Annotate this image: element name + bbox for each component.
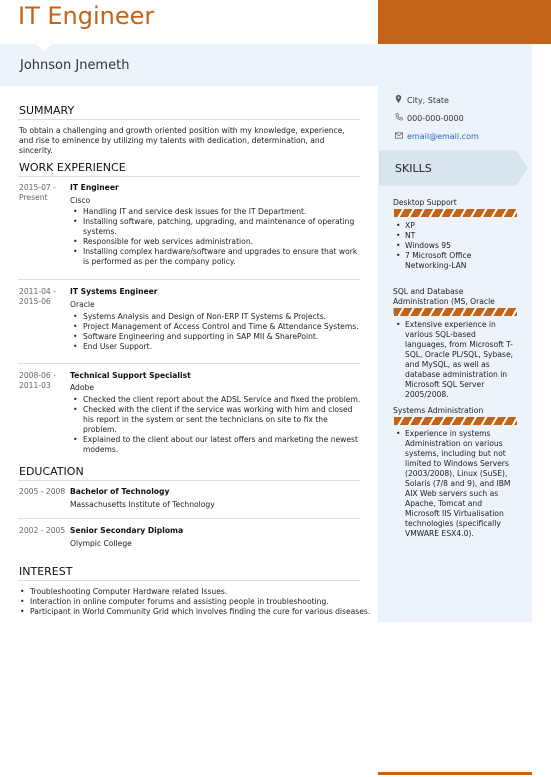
list-item: • End User Support. bbox=[72, 342, 362, 352]
skill-title: Systems Administration bbox=[393, 406, 484, 415]
resume-title: IT Engineer bbox=[18, 2, 155, 30]
experience-heading: WORK EXPERIENCE bbox=[19, 161, 126, 174]
school-name: Olympic College bbox=[70, 539, 132, 548]
contact-email[interactable] bbox=[395, 132, 479, 141]
list-item: • Participant in World Community Grid which involves finding the cure for various diseases. bbox=[19, 607, 364, 617]
job-duties bbox=[72, 312, 362, 352]
school-name: Massachusetts Institute of Technology bbox=[70, 500, 215, 509]
education-dates: 2005 - 2008 bbox=[19, 487, 66, 496]
list-item: • Handling IT and service desk issues for the IT Department. bbox=[72, 207, 362, 217]
list-item: • Software Engineering and supporting in SAP MII & SharePoint. bbox=[72, 332, 362, 342]
divider bbox=[18, 363, 360, 364]
skill-items bbox=[395, 221, 519, 271]
skill-level-bar bbox=[394, 308, 517, 316]
job-title: IT Systems Engineer bbox=[70, 287, 158, 296]
footer-accent-line bbox=[378, 772, 532, 775]
summary-text: To obtain a challenging and growth oriented position with my knowledge, experience, and rise to eminence by utilizing my talents with dedication, determination, and sincerity. bbox=[19, 126, 345, 155]
name-band-notch bbox=[36, 44, 52, 51]
job-company: Oracle bbox=[70, 300, 95, 309]
job-dates: 2008-06 - 2011-03 bbox=[19, 371, 56, 390]
list-item: • Interaction in online computer forums and assisting people in troubleshooting. bbox=[19, 597, 364, 607]
phone-text: 000-000-0000 bbox=[407, 114, 464, 123]
job-duties bbox=[72, 395, 362, 455]
list-item: • Responsible for web services administration. bbox=[72, 237, 362, 247]
interest-list bbox=[19, 587, 371, 617]
location-text: City, State bbox=[407, 96, 449, 105]
list-item: • Troubleshooting Computer Hardware related Issues. bbox=[19, 587, 364, 597]
candidate-name: Johnson Jnemeth bbox=[20, 58, 130, 73]
skill-title: Desktop Support bbox=[393, 198, 457, 207]
list-item: • Installing complex hardware/software and upgrades to ensure that work is performed as per the company policy. bbox=[72, 247, 362, 267]
list-item: • Project Management of Access Control and Time & Attendance Systems. bbox=[72, 322, 362, 332]
phone-icon bbox=[395, 113, 407, 123]
job-title: IT Engineer bbox=[70, 183, 119, 192]
header-accent-bar bbox=[378, 0, 551, 44]
list-item: • Extensive experience in various SQL-based languages, from Microsoft T-SQL, Oracle PL/SQL, Sybase, and MySQL, as well as database administration in Microsoft SQL Server 2005/2008. bbox=[395, 320, 519, 400]
skill-items bbox=[395, 429, 519, 539]
skills-heading: SKILLS bbox=[395, 162, 432, 175]
job-title: Technical Support Specialist bbox=[70, 371, 191, 380]
summary-heading: SUMMARY bbox=[19, 104, 75, 117]
job-dates: 2011-04 - 2015-06 bbox=[19, 287, 56, 306]
skills-header-arrow bbox=[516, 150, 528, 186]
envelope-icon bbox=[395, 132, 407, 141]
list-item: • Checked the client report about the ADSL Service and fixed the problem. bbox=[72, 395, 362, 405]
degree-title: Senior Secondary Diploma bbox=[70, 526, 184, 535]
degree-title: Bachelor of Technology bbox=[70, 487, 170, 496]
divider bbox=[18, 580, 360, 581]
job-company: Adobe bbox=[70, 383, 95, 392]
list-item: • Installing software, patching, upgrading, and maintenance of operating systems. bbox=[72, 217, 362, 237]
skill-items bbox=[395, 320, 519, 400]
divider bbox=[18, 176, 360, 177]
education-heading: EDUCATION bbox=[19, 465, 84, 478]
interest-heading: INTEREST bbox=[19, 565, 73, 578]
list-item: • Checked with the client if the service was working with him and closed his report in the system or sent the technicians on site to fix the problem. bbox=[72, 405, 362, 435]
skill-level-bar bbox=[394, 209, 517, 217]
job-company: Cisco bbox=[70, 196, 91, 205]
list-item: • XP bbox=[395, 221, 519, 231]
list-item: • Systems Analysis and Design of Non-ERP IT Systems & Projects. bbox=[72, 312, 362, 322]
job-dates: 2015-07 - Present bbox=[19, 183, 56, 202]
email-link[interactable]: email@email.com bbox=[407, 132, 479, 141]
divider bbox=[18, 518, 360, 519]
divider bbox=[18, 119, 360, 120]
list-item: • 7 Microsoft Office Networking-LAN bbox=[395, 251, 519, 271]
education-dates: 2002 - 2005 bbox=[19, 526, 66, 535]
skill-level-bar bbox=[394, 417, 517, 425]
skill-title: SQL and Database Administration (MS, Oracle bbox=[393, 287, 495, 306]
map-pin-icon bbox=[395, 95, 407, 105]
list-item: • Experience in systems Administration on various systems, including but not limited to Windows Servers (2003/2008), Linux (SuSE), Solaris (7/8 and 9), and IBM AIX Web servers such as Apache, Tomcat and Microsoft IIS Virtualisation technologies (specifically VMWARE ESX4.0). bbox=[395, 429, 519, 539]
contact-phone bbox=[395, 113, 464, 123]
divider bbox=[18, 279, 360, 280]
divider bbox=[18, 480, 360, 481]
contact-location bbox=[395, 95, 449, 105]
list-item: • Windows 95 bbox=[395, 241, 519, 251]
job-duties bbox=[72, 207, 362, 267]
list-item: • Explained to the client about our latest offers and marketing the newest modems. bbox=[72, 435, 362, 455]
list-item: • NT bbox=[395, 231, 519, 241]
